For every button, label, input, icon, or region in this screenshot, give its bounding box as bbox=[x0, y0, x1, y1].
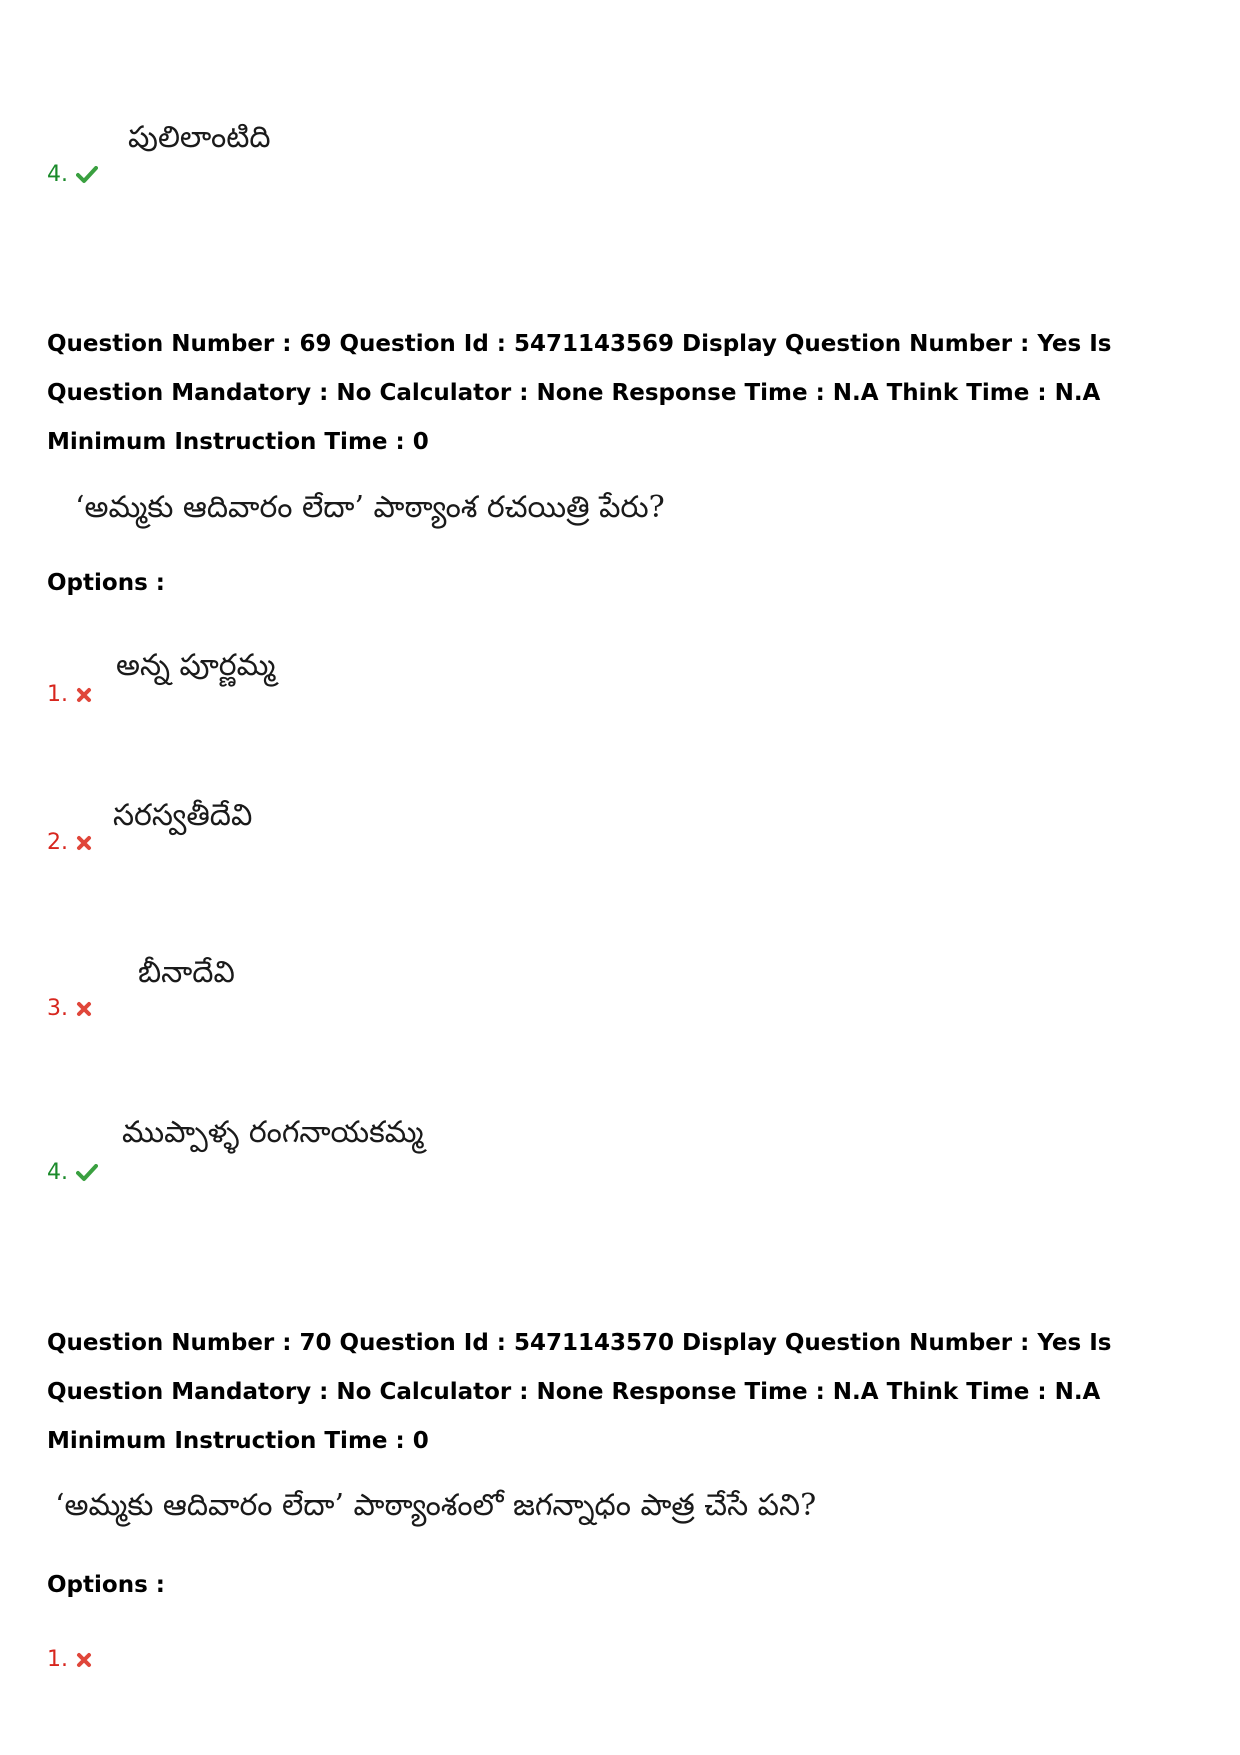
option-text: ముప్పాళ్ళ రంగనాయకమ్మ bbox=[122, 1115, 424, 1150]
option-number-label: 2. bbox=[47, 830, 68, 855]
option-text: సరస్వతీదేవి bbox=[113, 798, 253, 833]
option-number bbox=[47, 1160, 98, 1186]
options-label: Options : bbox=[47, 570, 165, 596]
option-number-label: 4. bbox=[47, 162, 68, 187]
options-label: Options : bbox=[47, 1572, 165, 1598]
cross-icon bbox=[76, 1652, 92, 1668]
option-number-label: 4. bbox=[47, 1160, 68, 1185]
option-number bbox=[47, 1647, 92, 1673]
option-number bbox=[47, 162, 98, 188]
option-number-label: 1. bbox=[47, 682, 68, 707]
option-number bbox=[47, 996, 92, 1022]
option-number-label: 3. bbox=[47, 996, 68, 1021]
check-icon bbox=[76, 1164, 98, 1182]
question-text: ‘అమ్మకు ఆదివారం లేదా’ పాఠ్యాంశంలో జగన్నాధం పాత్ర చేసే పని? bbox=[55, 1488, 817, 1523]
cross-icon bbox=[76, 835, 92, 851]
question-text: ‘అమ్మకు ఆదివారం లేదా’ పాఠ్యాంశ రచయిత్రి పేరు? bbox=[75, 490, 665, 525]
option-text: అన్న పూర్ణమ్మ bbox=[116, 648, 276, 683]
cross-icon bbox=[76, 687, 92, 703]
question-header: Question Number : 69 Question Id : 5471143569 Display Question Number : Yes Is Question Mandatory : No Calculator : None Response Time : N.A Think Time : N.A Minimum Instruction Time : 0 bbox=[47, 331, 1112, 455]
option-number bbox=[47, 682, 92, 708]
option-text: పులిలాంటిది bbox=[128, 120, 271, 155]
question-header: Question Number : 70 Question Id : 5471143570 Display Question Number : Yes Is Question Mandatory : No Calculator : None Response Time : N.A Think Time : N.A Minimum Instruction Time : 0 bbox=[47, 1330, 1112, 1454]
option-number bbox=[47, 830, 92, 856]
option-number-label: 1. bbox=[47, 1647, 68, 1672]
option-text: బీనాదేవి bbox=[138, 955, 235, 990]
check-icon bbox=[76, 166, 98, 184]
cross-icon bbox=[76, 1001, 92, 1017]
